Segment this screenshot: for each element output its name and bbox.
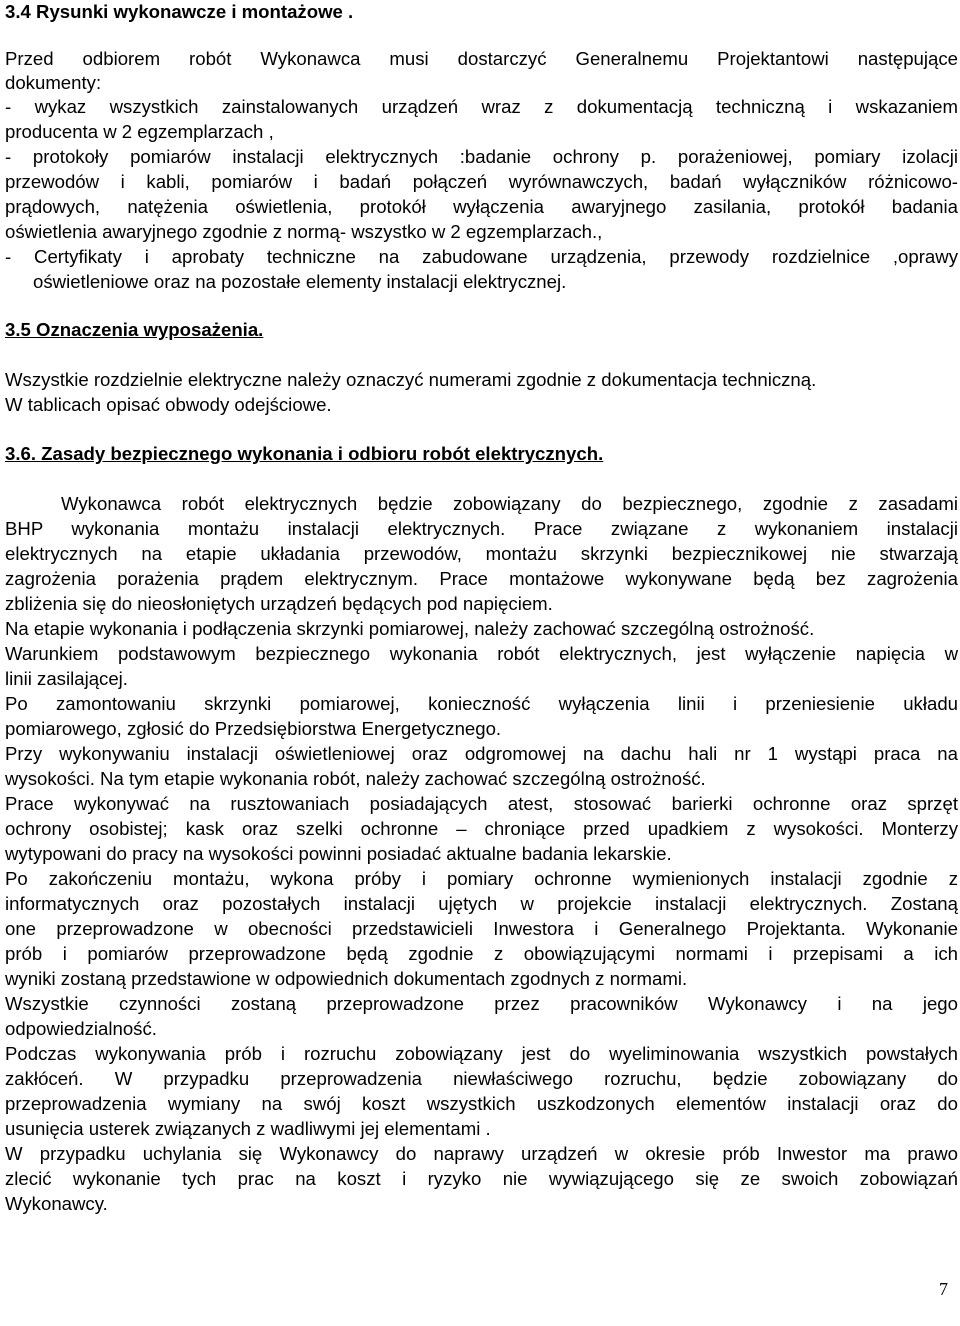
paragraph-line: linii zasilającej. [5,668,128,689]
paragraph-line: BHP wykonania montażu instalacji elektrycznych. Prace związane z wykonaniem instalacji [5,518,958,539]
paragraph-line: prądowych, natężenia oświetlenia, protokół wyłączenia awaryjnego zasilania, protokół badania [5,196,958,217]
paragraph-line: wyniki zostaną przedstawione w odpowiednich dokumentach zgodnych z normami. [5,968,688,989]
paragraph-line: wysokości. Na tym etapie wykonania robót, należy zachować szczególną ostrożność. [5,768,706,789]
paragraph-line: - Certyfikaty i aprobaty techniczne na zabudowane urządzenia, przewody rozdzielnice ,oprawy [5,246,958,267]
paragraph-line: - wykaz wszystkich zainstalowanych urządzeń wraz z dokumentacją techniczną i wskazaniem [5,96,958,117]
page-number: 7 [939,1279,948,1299]
paragraph-line: - protokoły pomiarów instalacji elektrycznych :badanie ochrony p. porażeniowej, pomiary izolacji [5,146,958,167]
paragraph-line: Po zamontowaniu skrzynki pomiarowej, konieczność wyłączenia linii i przeniesienie układu [5,693,958,714]
paragraph-line: dokumenty: [5,72,102,93]
paragraph-line: Warunkiem podstawowym bezpiecznego wykonania robót elektrycznych, jest wyłączenie napięcia w [5,643,958,664]
paragraph-line: Wszystkie czynności zostaną przeprowadzone przez pracowników Wykonawcy i na jego [5,993,958,1014]
paragraph-line: Wszystkie rozdzielnie elektryczne należy oznaczyć numerami zgodnie z dokumentacja techniczną. [5,369,817,390]
paragraph-line: W przypadku uchylania się Wykonawcy do naprawy urządzeń w okresie prób Inwestor ma prawo [5,1143,958,1164]
paragraph-line: Przy wykonywaniu instalacji oświetleniowej oraz odgromowej na dachu hali nr 1 wystąpi praca na [5,743,958,764]
paragraph-line: Po zakończeniu montażu, wykona próby i pomiary ochronne wymienionych instalacji zgodnie z [5,868,958,889]
paragraph-line: przeprowadzenia wymiany na swój koszt wszystkich uszkodzonych elementów instalacji oraz do [5,1093,958,1114]
paragraph-line: zbliżenia się do nieosłoniętych urządzeń będących pod napięciem. [5,593,553,614]
paragraph-line: elektrycznych na etapie układania przewodów, montażu skrzynki bezpiecznikowej nie stwarzają [5,543,958,564]
section-3-4-heading: 3.4 Rysunki wykonawcze i montażowe . [5,1,354,22]
section-3-5-heading: 3.5 Oznaczenia wyposażenia. [5,319,264,340]
paragraph-line: odpowiedzialność. [5,1018,157,1039]
paragraph-line: Na etapie wykonania i podłączenia skrzynki pomiarowej, należy zachować szczególną ostrożność. [5,618,815,639]
paragraph-line: ochrony osobistej; kask oraz szelki ochronne – chroniące przed upadkiem z wysokości. Monterzy [5,818,958,839]
paragraph-line: Przed odbiorem robót Wykonawca musi dostarczyć Generalnemu Projektantowi następujące [5,48,958,69]
section-3-6-heading: 3.6. Zasady bezpiecznego wykonania i odbioru robót elektrycznych. [5,443,604,464]
paragraph-line: informatycznych oraz pozostałych instalacji ujętych w projekcie instalacji elektrycznych. Zostaną [5,893,958,914]
paragraph-line: Prace wykonywać na rusztowaniach posiadających atest, stosować barierki ochronne oraz sprzęt [5,793,958,814]
paragraph-line: producenta w 2 egzemplarzach , [5,121,274,142]
paragraph-line: przewodów i kabli, pomiarów i badań połączeń wyrównawczych, badań wyłączników różnicowo- [5,171,958,192]
paragraph-line: pomiarowego, zgłosić do Przedsiębiorstwa Energetycznego. [5,718,502,739]
paragraph-line: W tablicach opisać obwody odejściowe. [5,394,332,415]
paragraph-line: oświetleniowe oraz na pozostałe elementy instalacji elektrycznej. [33,271,567,292]
paragraph-line: oświetlenia awaryjnego zgodnie z normą- wszystko w 2 egzemplarzach., [5,221,603,242]
paragraph-line: wytypowani do pracy na wysokości powinni posiadać aktualne badania lekarskie. [5,843,672,864]
paragraph-line: Wykonawcy. [5,1193,108,1214]
paragraph-line: usunięcia usterek związanych z wadliwymi jej elementami . [5,1118,491,1139]
paragraph-line: Podczas wykonywania prób i rozruchu zobowiązany jest do wyeliminowania wszystkich powstałych [5,1043,958,1064]
paragraph-line: zlecić wykonanie tych prac na koszt i ryzyko nie wywiązującego się ze swoich zobowiązań [5,1168,958,1189]
paragraph-line: prób i pomiarów przeprowadzone będą zgodnie z obowiązującymi normami i przepisami a ich [5,943,958,964]
paragraph-line: one przeprowadzone w obecności przedstawicieli Inwestora i Generalnego Projektanta. Wykonanie [5,918,958,939]
paragraph-line: Wykonawca robót elektrycznych będzie zobowiązany do bezpiecznego, zgodnie z zasadami [61,493,958,514]
paragraph-line: zagrożenia porażenia prądem elektrycznym. Prace montażowe wykonywane będą bez zagrożenia [5,568,958,589]
paragraph-line: zakłóceń. W przypadku przeprowadzenia niewłaściwego rozruchu, będzie zobowiązany do [5,1068,958,1089]
